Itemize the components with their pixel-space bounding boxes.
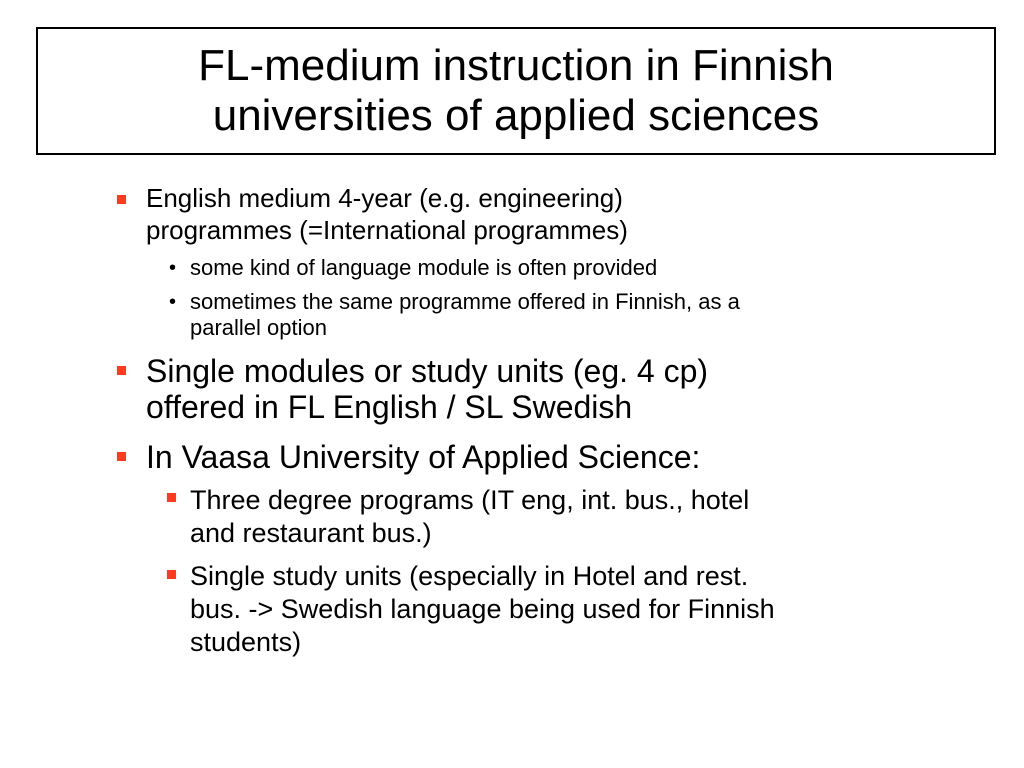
- sub-bullet-parallel-option: [190, 288, 740, 342]
- sub-bullet-line: students): [190, 627, 302, 657]
- slide-title-line-1: FL-medium instruction in Finnish: [198, 41, 834, 90]
- bullet-line: programmes (=International programmes): [146, 215, 628, 245]
- bullet-line: Single modules or study units (eg. 4 cp): [146, 353, 709, 389]
- square-bullet-icon: [117, 452, 126, 461]
- square-bullet-icon: [117, 366, 126, 375]
- bullet-line: English medium 4-year (e.g. engineering): [146, 183, 623, 213]
- bullet-line: In Vaasa University of Applied Science:: [146, 439, 701, 475]
- dot-bullet-icon: •: [169, 291, 177, 313]
- sub-bullet-line: bus. -> Swedish language being used for Finnish: [190, 594, 775, 624]
- sub-bullet-line: sometimes the same programme offered in Finnish, as a: [190, 289, 740, 314]
- sub-bullet-line: some kind of language module is often provided: [190, 255, 658, 280]
- slide-title-box: [36, 27, 996, 155]
- bullet-line: offered in FL English / SL Swedish: [146, 389, 633, 425]
- sub-bullet-line: Three degree programs (IT eng, int. bus., hotel: [190, 485, 750, 515]
- sub-bullet-line: Single study units (especially in Hotel and rest.: [190, 561, 749, 591]
- sub-bullet-line: and restaurant bus.): [190, 518, 432, 548]
- bullet-english-medium: [146, 182, 628, 246]
- square-bullet-icon: [167, 570, 176, 579]
- slide-title-line-2: universities of applied sciences: [212, 91, 820, 140]
- sub-bullet-degree-programs: [190, 484, 749, 550]
- bullet-single-modules: [146, 353, 708, 425]
- square-bullet-icon: [117, 195, 126, 204]
- slide-title: [198, 41, 834, 141]
- sub-bullet-line: parallel option: [190, 315, 327, 340]
- sub-bullet-single-study-units: [190, 560, 775, 659]
- square-bullet-icon: [167, 493, 176, 502]
- bullet-vaasa: [146, 439, 700, 475]
- dot-bullet-icon: •: [169, 257, 177, 279]
- sub-bullet-language-module: [190, 254, 657, 282]
